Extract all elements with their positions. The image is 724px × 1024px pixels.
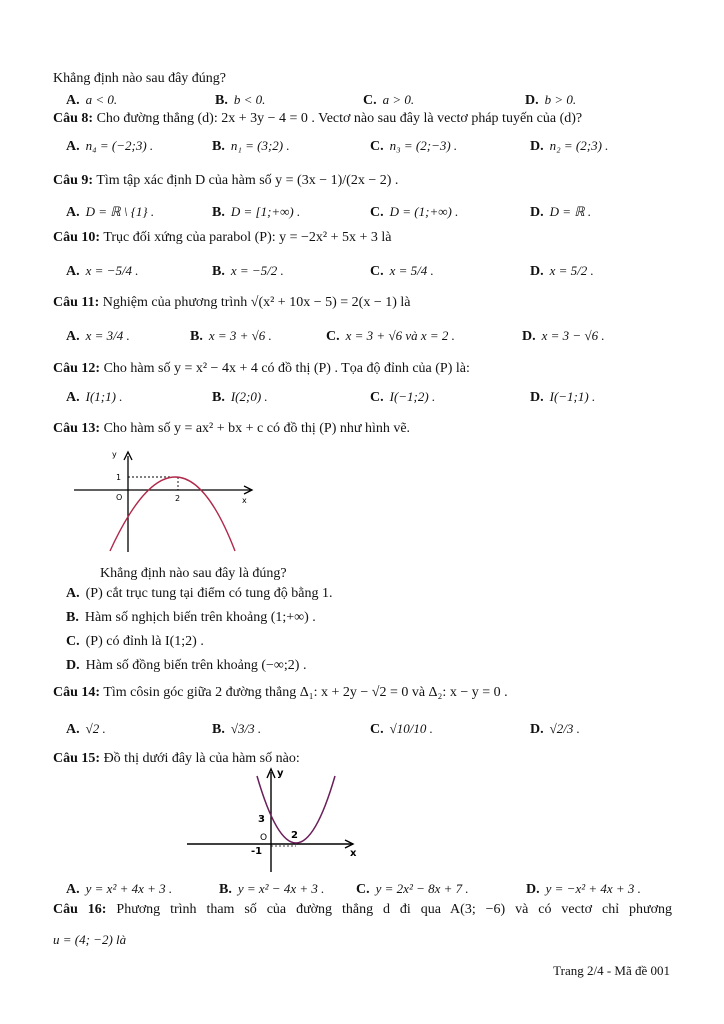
option-8d: D. n₂ = (2;3) . xyxy=(530,138,609,154)
option-10b: B. x = −5/2 . xyxy=(212,263,284,279)
fig13-label-1: 1 xyxy=(116,473,122,482)
figure-13-parabola xyxy=(70,444,260,556)
option-8a: A. n₄ = (−2;3) . xyxy=(66,138,154,154)
question-13-ask: Khẳng định nào sau đây là đúng? xyxy=(100,566,287,581)
question-11: Câu 11: Nghiệm của phương trình √(x² + 10x − 5) = 2(x − 1) là xyxy=(53,295,411,310)
option-11a: A. x = 3/4 . xyxy=(66,328,130,344)
fig15-label-3: 3 xyxy=(258,814,265,825)
option-15d: D. y = −x² + 4x + 3 . xyxy=(526,881,641,897)
option-9d: D. D = ℝ . xyxy=(530,204,592,220)
option-prev-d: D. b > 0. xyxy=(525,92,577,108)
option-12c: C. I(−1;2) . xyxy=(370,389,436,405)
option-14d: D. √2/3 . xyxy=(530,721,580,737)
question-13: Câu 13: Cho hàm số y = ax² + bx + c có đồ thị (P) như hình vẽ. xyxy=(53,421,411,436)
option-9b: B. D = [1;+∞) . xyxy=(212,204,301,220)
fig15-label-o: O xyxy=(260,833,268,843)
intro-question: Khẳng định nào sau đây đúng? xyxy=(53,71,227,86)
figure-15-parabola xyxy=(185,764,365,874)
option-15b: B. y = x² − 4x + 3 . xyxy=(219,881,325,897)
option-9a: A. D = ℝ \ {1} . xyxy=(66,204,155,220)
fig15-label-neg1: -1 xyxy=(251,846,263,857)
fig13-label-x: x xyxy=(242,496,247,505)
option-15a: A. y = x² + 4x + 3 . xyxy=(66,881,173,897)
option-12a: A. I(1;1) . xyxy=(66,389,123,405)
option-10a: A. x = −5/4 . xyxy=(66,263,139,279)
question-12: Câu 12: Cho hàm số y = x² − 4x + 4 có đồ thị (P) . Tọa độ đỉnh của (P) là: xyxy=(53,361,470,376)
option-8b: B. n₁ = (3;2) . xyxy=(212,138,290,154)
option-15c: C. y = 2x² − 8x + 7 . xyxy=(356,881,469,897)
question-10: Câu 10: Trục đối xứng của parabol (P): y = −2x² + 5x + 3 là xyxy=(53,230,392,245)
option-10d: D. x = 5/2 . xyxy=(530,263,594,279)
question-16-line2: u = (4; −2) là xyxy=(53,932,127,947)
fig13-curve xyxy=(110,477,235,551)
question-15: Câu 15: Đồ thị dưới đây là của hàm số nào: xyxy=(53,751,300,766)
page-footer: Trang 2/4 - Mã đề 001 xyxy=(553,963,670,978)
option-13a: A. (P) cắt trục tung tại điểm có tung độ bằng 1. xyxy=(66,586,333,601)
question-9: Câu 9: Tìm tập xác định D của hàm số y = (3x − 1)/(2x − 2) . xyxy=(53,173,399,188)
fig13-label-2: 2 xyxy=(175,494,181,503)
option-12b: B. I(2;0) . xyxy=(212,389,268,405)
fig15-label-x: x xyxy=(350,848,357,859)
option-10c: C. x = 5/4 . xyxy=(370,263,434,279)
fig15-label-y: y xyxy=(277,768,284,779)
option-14b: B. √3/3 . xyxy=(212,721,262,737)
option-12d: D. I(−1;1) . xyxy=(530,389,596,405)
fig13-label-y: y xyxy=(112,450,117,459)
option-prev-b: B. b < 0. xyxy=(215,92,266,108)
option-13d: D. Hàm số đồng biến trên khoảng (−∞;2) . xyxy=(66,658,307,673)
option-11d: D. x = 3 − √6 . xyxy=(522,328,605,344)
option-13c: C. (P) có đỉnh là I(1;2) . xyxy=(66,634,204,649)
option-9c: C. D = (1;+∞) . xyxy=(370,204,459,220)
option-prev-a: A. a < 0. xyxy=(66,92,118,108)
fig15-label-2: 2 xyxy=(291,830,298,841)
option-prev-c: C. a > 0. xyxy=(363,92,415,108)
question-16: Câu 16: Phương trình tham số của đường thẳng d đi qua A(3; −6) và có vectơ chỉ phương xyxy=(53,902,673,917)
fig13-label-o: O xyxy=(116,493,123,502)
option-13b: B. Hàm số nghịch biến trên khoảng (1;+∞) . xyxy=(66,610,316,625)
option-11c: C. x = 3 + √6 và x = 2 . xyxy=(326,328,455,344)
question-8: Câu 8: Cho đường thẳng (d): 2x + 3y − 4 = 0 . Vectơ nào sau đây là vectơ pháp tuyến của (d)? xyxy=(53,111,583,126)
option-11b: B. x = 3 + √6 . xyxy=(190,328,272,344)
question-14: Câu 14: Tìm côsin góc giữa 2 đường thẳng Δ₁: x + 2y − √2 = 0 và Δ₂: x − y = 0 . xyxy=(53,685,508,700)
option-14c: C. √10/10 . xyxy=(370,721,433,737)
option-14a: A. √2 . xyxy=(66,721,106,737)
option-8c: C. n₃ = (2;−3) . xyxy=(370,138,458,154)
